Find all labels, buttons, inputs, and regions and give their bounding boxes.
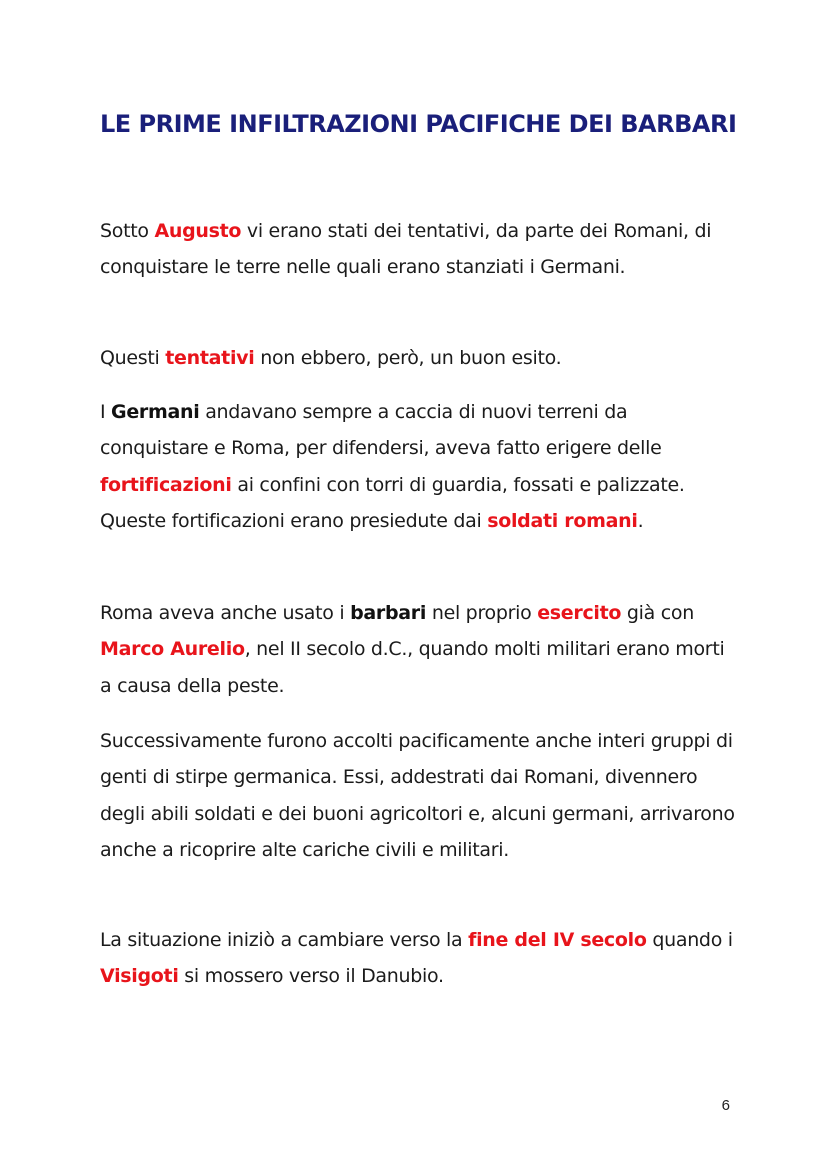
paragraph-augusto — [100, 213, 740, 286]
paragraph-tentativi — [100, 340, 740, 376]
page-number: 6 — [721, 1097, 730, 1114]
keyword-visigoti: Visigoti — [100, 965, 179, 988]
text-run: Roma aveva anche usato i — [100, 602, 351, 624]
text-run: Sotto — [100, 220, 155, 242]
keyword-marco-aurelio: Marco Aurelio — [100, 638, 245, 661]
paragraph-visigoti — [100, 922, 740, 995]
paragraph-stirpe-germanica — [100, 723, 740, 868]
text-run: I — [100, 401, 112, 423]
keyword-fine-iv-secolo: fine del IV secolo — [468, 929, 647, 951]
text-run: Questi — [100, 347, 166, 369]
text-run: vi erano stati dei tentativi, da parte dei Romani, di conquistare le terre nelle quali erano stanziati i Germani. — [100, 220, 712, 279]
text-run: già con — [621, 602, 694, 624]
text-run: quando i — [646, 929, 733, 951]
paragraph-barbari-esercito — [100, 595, 740, 704]
text-run: ai confini con torri di guardia, fossati e palizzate. Queste fortificazioni erano presiedute dai — [100, 473, 685, 532]
keyword-tentativi: tentativi — [165, 347, 255, 369]
text-run: Successivamente furono accolti pacificamente anche interi gruppi di genti di stirpe germanica. Essi, addestrati dai Romani, divennero degli abili soldati e dei buoni agricoltori e, alcuni germani, arrivarono anche a ricoprire alte cariche civili e militari. — [100, 730, 735, 861]
text-run: La situazione iniziò a cambiare verso la — [100, 929, 469, 951]
keyword-soldati-romani: soldati romani — [487, 509, 638, 532]
keyword-barbari: barbari — [350, 602, 427, 624]
text-run: non ebbero, però, un buon esito. — [254, 347, 562, 369]
keyword-esercito: esercito — [537, 602, 622, 624]
keyword-germani: Germani — [111, 401, 200, 423]
paragraph-germani — [100, 394, 740, 539]
keyword-augusto: Augusto — [154, 220, 242, 242]
text-run: andavano sempre a caccia di nuovi terreni da conquistare e Roma, per difendersi, aveva fatto erigere delle — [100, 401, 662, 460]
page-title: LE PRIME INFILTRAZIONI PACIFICHE DEI BARBARI — [100, 110, 737, 138]
text-run: nel proprio — [426, 602, 538, 624]
text-run: si mossero verso il Danubio. — [178, 965, 444, 988]
text-run: , nel II secolo d.C., quando molti militari erano morti a causa della peste. — [100, 638, 725, 697]
keyword-fortificazioni: fortificazioni — [100, 473, 232, 496]
text-run: . — [637, 509, 644, 532]
